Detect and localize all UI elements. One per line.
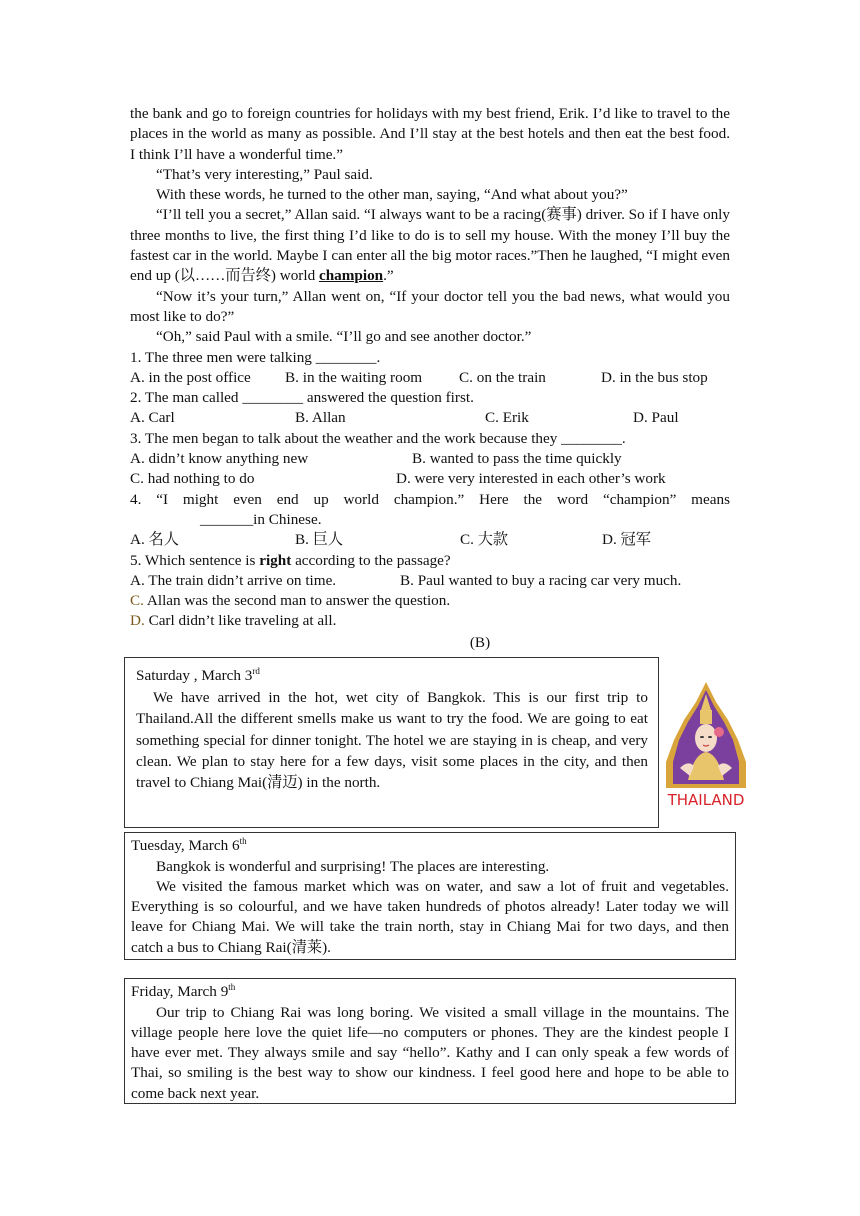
question-4: 4. “I might even end up world champion.” Here the word “champion” means [130,490,730,508]
text-run: according to the passage? [291,551,451,569]
question-2: 2. The man called ________ answered the question first. [130,389,474,407]
option: B. in the waiting room [285,368,423,386]
option: B. 巨人 [295,531,344,549]
option-letter: D. [130,612,145,630]
paragraph [130,205,730,286]
diary-date [131,836,729,857]
option: A. 名人 [130,531,179,549]
diary-entry-saturday [124,657,659,828]
thai-dancer-icon [658,680,754,792]
option-text: Carl didn’t like traveling at all. [144,612,337,630]
option [130,611,730,631]
logo-text: THAILAND [667,791,745,809]
option [130,591,730,611]
question-4-options [130,530,730,550]
paragraph: With these words, he turned to the other man, saying, “And what about you?” [156,186,628,204]
paragraph: “That’s very interesting,” Paul said. [156,165,373,183]
date-suffix: rd [252,666,260,676]
question-2-options [130,408,730,428]
option: C. had nothing to do [130,470,255,488]
diary-date [131,982,729,1003]
option-letter: C. [130,592,144,610]
paragraph: the bank and go to foreign countries for holidays with my best friend, Erik. I’d like to travel to the places in the world as many as possible. And I’ll stay at the best hotels and then eat the best food. I think I’ll have a wonderful time.” [130,105,730,163]
diary-entry-friday [124,978,736,1104]
question-3: 3. The men began to talk about the weather and the work because they ________. [130,429,626,447]
underlined-word: champion [318,267,384,285]
diary-entry-tuesday [124,832,736,960]
question-3-options-ab [130,449,730,469]
diary-text: Our trip to Chiang Rai was long boring. We visited a small village in the mountains. The village people here love the quiet life—no computers or phones. They are the kindest people I have ever met. They always smile and say “hello”. Kathy and I can only speak a few words of Thai, so smiling is the best way to show our kindness. I feel good here and hope to be able to come back next year. [131,1003,729,1102]
date-text: Saturday , March 3 [136,667,253,684]
question-3-options-cd [130,469,730,489]
option: B. wanted to pass the time quickly [412,450,622,468]
question-5 [130,551,730,571]
option: C. Erik [485,409,529,427]
option: D. in the bus stop [601,368,708,386]
paragraph: “Oh,” said Paul with a smile. “I’ll go and see another doctor.” [156,328,532,346]
option-text: Allan was the second man to answer the question. [143,592,451,610]
paragraph: “Now it’s your turn,” Allan went on, “If your doctor tell you the bad news, what would you most like to do?” [130,287,730,325]
option: B. Allan [295,409,346,427]
option: D. 冠军 [602,531,651,549]
date-suffix: th [228,982,236,992]
question-1-options [130,368,730,388]
option: A. didn’t know anything new [130,450,309,468]
diary-text: Bangkok is wonderful and surprising! The places are interesting. [156,857,550,875]
text-run: “I’ll tell you a secret,” Allan said. “I always want to be a racing(赛事) driver. So if I have only three months to live, the first thing I’d like to do is to sell my house. With the money I’ll buy the fastest car in the world. Maybe I can enter all the big motor races.”Then he laughed, “I might even end up (以……而告终) world [130,206,730,285]
option: D. were very interested in each other’s work [396,470,666,488]
option: A. in the post office [130,368,251,386]
option: C. on the train [459,368,546,386]
diary-text: We have arrived in the hot, wet city of Bangkok. This is our first trip to Thailand.All the different smells make us want to try the food. We are going to eat something special for dinner tonight. The hotel we are staying in is cheap, and very clean. We plan to stay here for a few days, visit some places in the city, and then travel to Chiang Mai(清迈) in the north. [136,689,648,792]
bold-word: right [259,551,292,569]
question-4-continued: _______in Chinese. [200,510,322,528]
option: A. Carl [130,409,175,427]
option: B. Paul wanted to buy a racing car very much. [400,571,682,589]
diary-date [136,664,648,687]
question-1: 1. The three men were talking ________. [130,348,381,366]
option: C. 大款 [460,531,509,549]
section-heading: (B) [469,633,491,651]
date-text: Friday, March 9 [131,983,229,1000]
passage-a [130,104,730,653]
text-run: .” [383,267,394,285]
text-run: 5. Which sentence is [130,551,260,569]
option: A. The train didn’t arrive on time. [130,571,337,589]
option: D. Paul [633,409,679,427]
date-text: Tuesday, March 6 [131,837,240,854]
question-5-options-ab [130,571,730,591]
diary-text: We visited the famous market which was on water, and saw a lot of fruit and vegetables. Everything is so colourful, and we have taken hundreds of photos already! Later today we will leave for Chiang Mai. We will take the train north, stay in Chiang Mai for two days, and then catch a bus to Chiang Rai(清莱). [131,877,729,956]
thailand-logo [658,680,754,810]
date-suffix: th [239,836,247,846]
